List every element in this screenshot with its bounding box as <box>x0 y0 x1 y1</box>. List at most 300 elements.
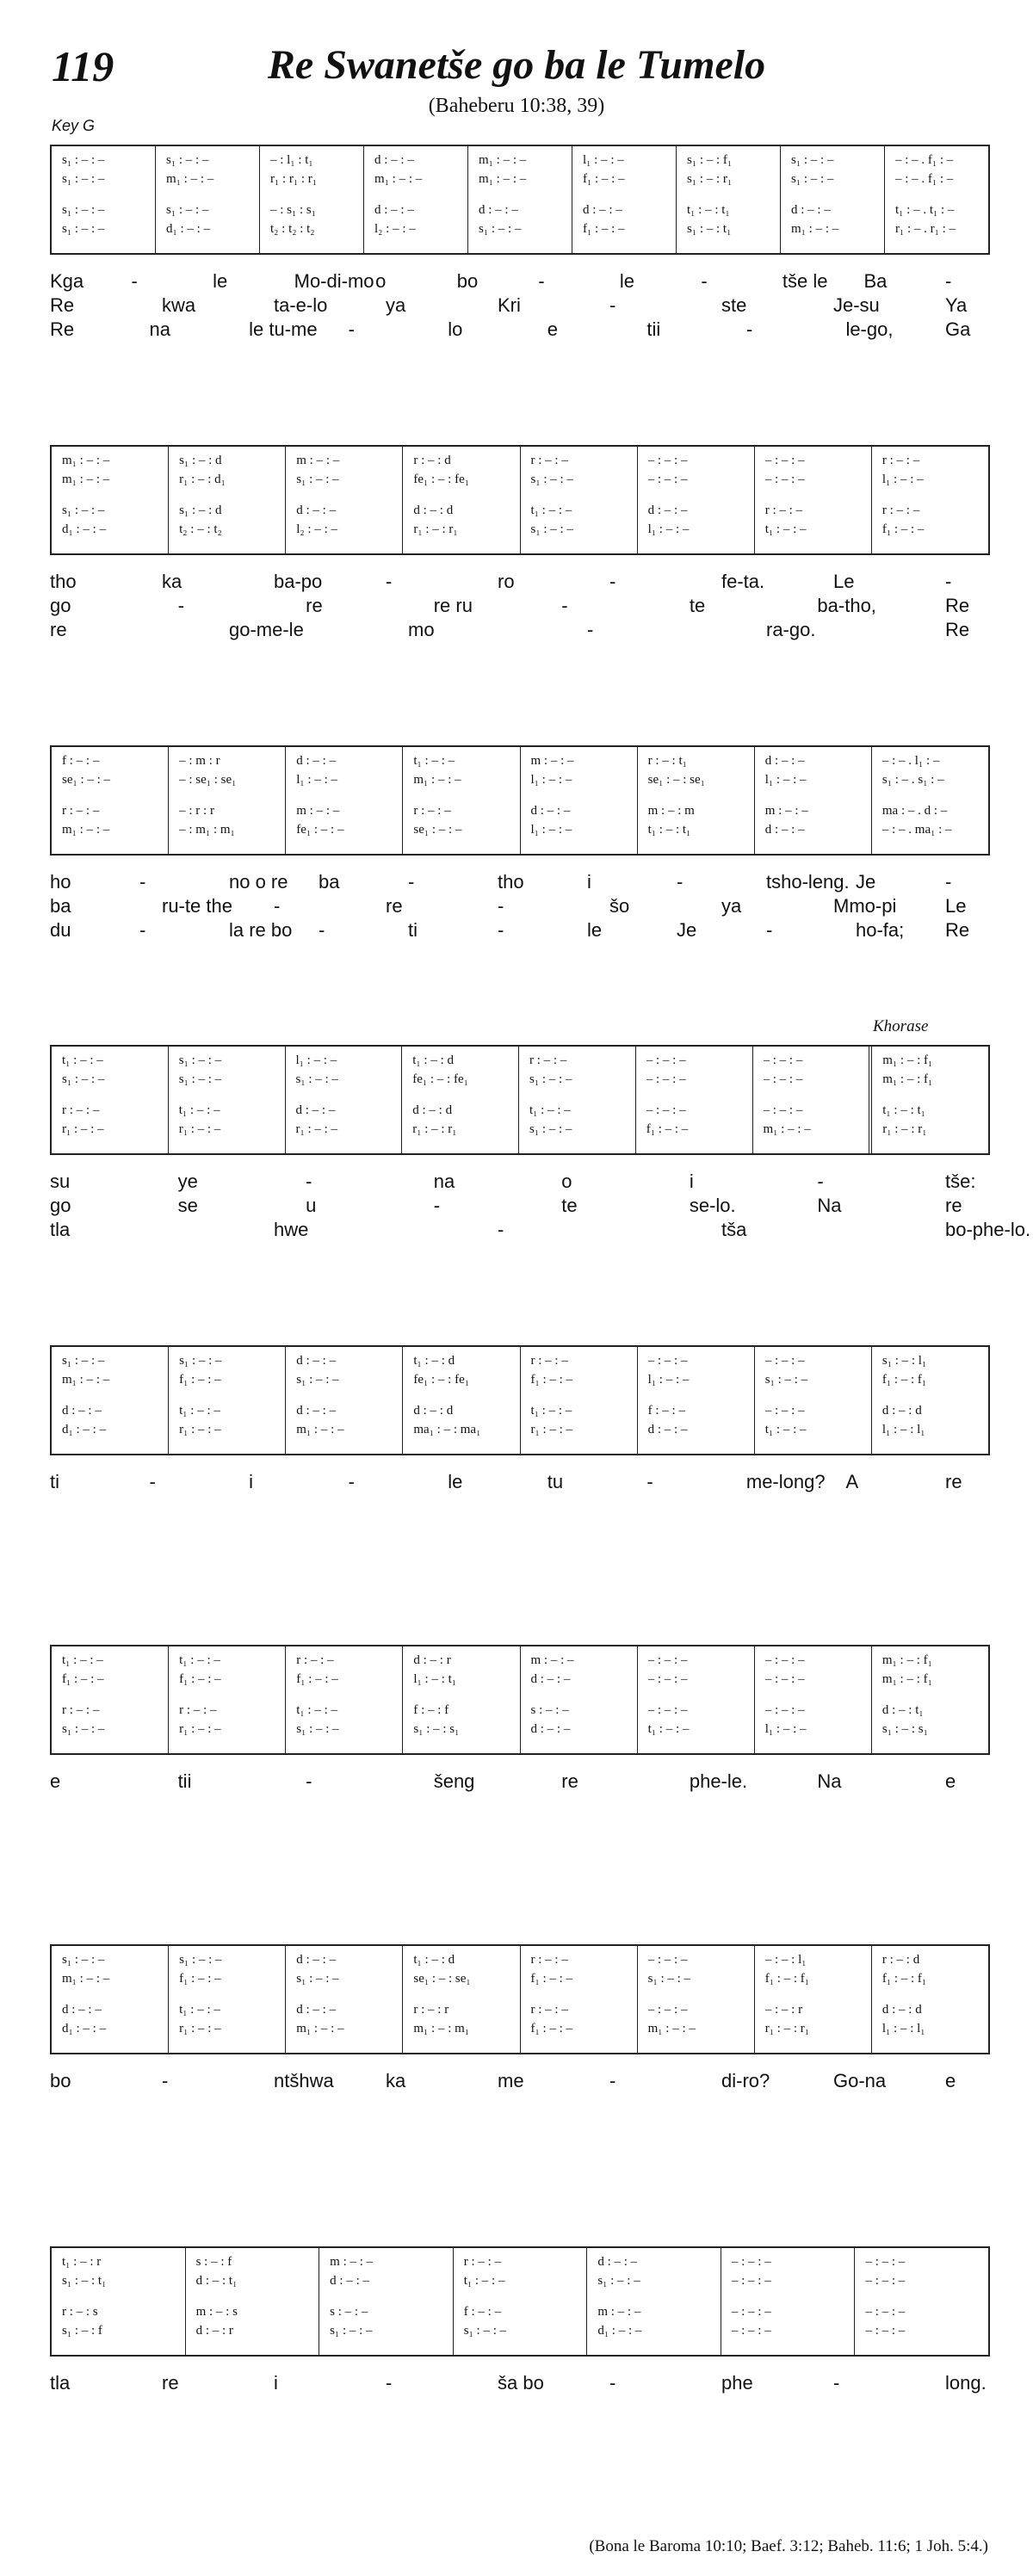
measure <box>521 1646 638 1753</box>
lyric-syllable: kwa <box>162 294 196 316</box>
voice-notation: – : – : – <box>763 1053 803 1067</box>
voice-notation: m₁ : – : – <box>296 1423 344 1436</box>
lyric-syllable: re ru <box>433 595 473 616</box>
voice-notation: d : – : – <box>296 503 337 517</box>
voice-notation: r : – : – <box>530 2003 568 2017</box>
voice-notation: f₁ : – : – <box>296 1672 338 1686</box>
voice-notation: m₁ : – : f₁ <box>882 1072 933 1086</box>
lyrics-block <box>50 2372 990 2396</box>
measure <box>403 447 520 553</box>
lyric-syllable: lo <box>448 318 463 340</box>
lyric-syllable: Re <box>50 318 75 340</box>
measure <box>755 747 872 854</box>
measure <box>52 146 156 253</box>
voice-notation: r₁ : – : – <box>179 2022 221 2035</box>
voice-notation: d : – : d <box>412 1103 453 1117</box>
lyric-syllable: bo <box>456 270 479 292</box>
measure <box>638 1946 755 2053</box>
measure <box>403 747 520 854</box>
voice-notation: m₁ : – : – <box>62 823 110 837</box>
voice-notation: t₁ : – : – <box>179 1653 220 1667</box>
measure <box>638 747 755 854</box>
voice-notation: – : – : – <box>865 2274 906 2288</box>
measure <box>52 447 169 553</box>
lyric-syllable: - <box>745 318 753 340</box>
voice-notation: m : – : – <box>597 2305 641 2319</box>
measure <box>169 1047 286 1153</box>
lyric-line <box>50 1171 990 1195</box>
lyric-syllable: na <box>433 1171 455 1192</box>
voice-notation: m₁ : – : – <box>296 2022 344 2035</box>
lyric-syllable: no o re <box>229 871 288 893</box>
voice-notation: t₁ : – : – <box>764 522 807 536</box>
voice-notation: – : – : – <box>764 1354 805 1368</box>
lyric-syllable: Ga <box>945 318 971 340</box>
lyric-syllable: du <box>50 919 71 941</box>
lyric-syllable: ra-go. <box>766 619 816 640</box>
lyric-syllable: ba-tho, <box>817 595 876 616</box>
measure <box>468 146 572 253</box>
lyric-syllable: šeng <box>433 1770 475 1792</box>
voice-notation: d : – : – <box>530 804 571 818</box>
voice-notation: m₁ : – : – <box>647 2022 696 2035</box>
voice-notation: fe₁ : – : fe₁ <box>413 473 469 486</box>
lyric-line <box>50 2372 990 2396</box>
voice-notation: fe₁ : – : fe₁ <box>412 1072 468 1086</box>
lyric-syllable: ka <box>162 571 182 592</box>
voice-notation: r₁ : – : d₁ <box>179 473 226 486</box>
voice-notation: – : – . f₁ : – <box>895 172 954 186</box>
measure <box>286 1946 403 2053</box>
voice-notation: s₁ : – : – <box>178 1053 222 1067</box>
lyric-syllable: ho <box>50 871 71 893</box>
lyric-syllable: long. <box>945 2372 987 2394</box>
measure <box>872 1047 988 1153</box>
lyric-syllable: le-go, <box>845 318 894 340</box>
measure <box>52 2248 186 2355</box>
voice-notation: s₁ : – : – <box>296 1373 339 1387</box>
voice-notation: d : – : t₁ <box>881 1703 924 1717</box>
voice-notation: f₁ : – : – <box>530 1972 573 1986</box>
voice-notation: – : – : – <box>647 1653 688 1667</box>
measure <box>521 447 638 553</box>
voice-notation: d₁ : – : – <box>597 2324 642 2338</box>
measure <box>403 1946 520 2053</box>
voice-notation: l₂ : – : – <box>296 522 337 536</box>
lyric-syllable: ba <box>50 895 71 917</box>
voice-notation: s₁ : – : – <box>530 522 573 536</box>
voice-notation: r : – : – <box>530 1354 568 1368</box>
voice-notation: f₁ : – : – <box>530 1373 573 1387</box>
voice-notation: l₁ : – : – <box>530 823 572 837</box>
voice-notation: d : – : – <box>647 1423 688 1436</box>
measure <box>402 1047 519 1153</box>
voice-notation: m₁ : – : f₁ <box>881 1653 932 1667</box>
lyric-syllable: o <box>375 270 387 292</box>
voice-notation: – : – . f₁ : – <box>895 153 954 167</box>
lyric-syllable: re <box>50 619 67 640</box>
voice-notation: d : – : – <box>62 2003 102 2017</box>
lyric-syllable: ntšhwa <box>274 2070 334 2091</box>
voice-notation: – : m : r <box>179 754 220 768</box>
lyric-syllable: - <box>498 1219 504 1240</box>
voice-notation: d : – : – <box>296 1404 337 1418</box>
music-system <box>50 1345 990 1455</box>
lyric-syllable: tu <box>547 1471 564 1492</box>
voice-notation: s₁ : – : t₁ <box>62 2274 107 2288</box>
voice-notation: d : – : d <box>413 503 454 517</box>
voice-notation: – : – : – <box>764 454 805 467</box>
lyric-line <box>50 1219 1031 1243</box>
voice-notation: s₁ : – : – <box>62 203 105 217</box>
voice-notation: se₁ : – : se₁ <box>413 1972 471 1986</box>
voice-notation: l₁ : – : – <box>647 1373 690 1387</box>
voice-notation: s₁ : – : s₁ <box>413 1722 460 1736</box>
measure <box>638 1347 755 1454</box>
voice-notation: – : m₁ : m₁ <box>179 823 235 837</box>
voice-notation: d₁ : – : – <box>62 522 107 536</box>
voice-notation: r : – : – <box>764 503 803 517</box>
voice-notation: s₁ : – : – <box>62 222 105 236</box>
lyric-line <box>50 2070 990 2094</box>
measure <box>286 1347 403 1454</box>
measure <box>521 1946 638 2053</box>
lyric-line <box>50 1770 990 1795</box>
voice-notation: s₁ : – : – <box>296 1722 339 1736</box>
voice-notation: s₁ : – : l₁ <box>881 1354 927 1368</box>
voice-notation: l₁ : – : – <box>647 522 690 536</box>
lyric-syllable: go <box>50 1195 71 1216</box>
measure <box>855 2248 988 2355</box>
voice-notation: f₁ : – : – <box>179 1373 221 1387</box>
voice-notation: m₁ : – : f₁ <box>881 1672 932 1686</box>
lyric-syllable: i <box>689 1171 694 1192</box>
voice-notation: m₁ : – : – <box>374 172 423 186</box>
lyric-syllable: ta-e-lo <box>274 294 328 316</box>
voice-notation: t₁ : – : – <box>296 1703 337 1717</box>
measure <box>677 146 781 253</box>
voice-notation: ma : – . d : – <box>881 804 948 818</box>
voice-notation: s : – : f <box>195 2255 232 2269</box>
voice-notation: s₁ : – : – <box>479 222 522 236</box>
voice-notation: r₁ : – : r₁ <box>764 2022 810 2035</box>
voice-notation: m₁ : – : f₁ <box>882 1053 933 1067</box>
voice-notation: f₁ : – : f₁ <box>881 1373 927 1387</box>
voice-notation: f₁ : – : – <box>179 1972 221 1986</box>
measure <box>753 1047 873 1153</box>
voice-notation: – : – : – <box>865 2305 906 2319</box>
voice-notation: m₁ : – : – <box>166 172 214 186</box>
chorus-label: Khorase <box>873 1017 929 1035</box>
lyric-syllable: - <box>498 919 504 941</box>
voice-notation: d : – : – <box>764 823 805 837</box>
voice-notation: s₁ : – : – <box>62 1953 105 1967</box>
voice-notation: – : – : – <box>731 2255 771 2269</box>
measure <box>755 1347 872 1454</box>
voice-notation: r : – : s <box>62 2305 98 2319</box>
voice-notation: s₁ : – : – <box>791 153 834 167</box>
voice-notation: s₁ : – : – <box>62 1072 105 1086</box>
measure <box>186 2248 320 2355</box>
lyric-syllable: Je <box>677 919 697 941</box>
voice-notation: d₁ : – : – <box>166 222 211 236</box>
voice-notation: – : – : – <box>647 454 688 467</box>
lyric-syllable: - <box>306 1171 312 1192</box>
voice-notation: – : – : – <box>764 1703 805 1717</box>
lyric-syllable: Re <box>945 919 970 941</box>
lyric-syllable: - <box>139 871 146 893</box>
voice-notation: d : – : – <box>296 754 337 768</box>
voice-notation: t₁ : – : d <box>413 1953 455 1967</box>
voice-notation: – : – : – <box>764 1404 805 1418</box>
lyric-syllable: - <box>945 871 952 893</box>
voice-notation: s₁ : – : d <box>179 454 222 467</box>
measure <box>169 1646 286 1753</box>
lyrics-block <box>50 1471 990 1495</box>
lyric-syllable: u <box>306 1195 317 1216</box>
lyric-syllable: tše le <box>782 270 828 292</box>
lyric-line <box>50 1195 990 1219</box>
measure <box>755 1946 872 2053</box>
voice-notation: d : – : – <box>583 203 622 217</box>
voice-notation: – : – . l₁ : – <box>881 754 940 768</box>
lyric-syllable: ru-te the <box>162 895 232 917</box>
voice-notation: f₁ : – : f₁ <box>764 1972 810 1986</box>
lyric-line <box>50 871 990 895</box>
measure <box>169 447 286 553</box>
voice-notation: s₁ : – : s₁ <box>881 1722 928 1736</box>
voice-notation: t₁ : – . t₁ : – <box>895 203 955 217</box>
voice-notation: s₁ : – : – <box>597 2274 640 2288</box>
lyric-line <box>50 571 990 595</box>
measure <box>872 1946 988 2053</box>
voice-notation: t₁ : – : t₁ <box>882 1103 925 1117</box>
voice-notation: l₁ : – : – <box>530 773 572 787</box>
measure <box>872 747 988 854</box>
lyric-syllable: - <box>945 270 952 292</box>
lyric-line <box>50 595 990 619</box>
voice-notation: m₁ : – : – <box>413 773 461 787</box>
voice-notation: s₁ : – : – <box>330 2324 373 2338</box>
voice-notation: d : – : d <box>413 1404 454 1418</box>
voice-notation: – : – : – <box>647 1354 688 1368</box>
lyric-syllable: le <box>619 270 634 292</box>
lyric-syllable: - <box>609 2070 616 2091</box>
measure <box>885 146 988 253</box>
voice-notation: r : – : – <box>881 503 920 517</box>
voice-notation: s₁ : – : – <box>295 1072 338 1086</box>
voice-notation: d₁ : – : – <box>62 2022 107 2035</box>
lyric-syllable: ša bo <box>498 2372 544 2394</box>
voice-notation: f : – : – <box>647 1404 685 1418</box>
voice-notation: s₁ : – : – <box>529 1072 572 1086</box>
music-system <box>50 445 990 555</box>
lyric-syllable: - <box>319 919 325 941</box>
lyric-line <box>50 294 990 318</box>
voice-notation: r : – : – <box>62 1703 100 1717</box>
lyric-syllable: - <box>609 571 616 592</box>
voice-notation: s₁ : – : – <box>166 203 209 217</box>
lyric-syllable: - <box>131 270 138 292</box>
voice-notation: t₁ : – : – <box>62 1653 103 1667</box>
voice-notation: s₁ : – : – <box>62 503 105 517</box>
lyric-syllable: ti <box>50 1471 59 1492</box>
lyric-syllable: i <box>274 2372 278 2394</box>
measure <box>156 146 260 253</box>
voice-notation: – : s₁ : s₁ <box>270 203 316 217</box>
voice-notation: r₁ : – : r₁ <box>412 1122 457 1136</box>
lyric-line <box>50 270 990 294</box>
voice-notation: t₁ : – : – <box>62 1053 103 1067</box>
lyrics-block <box>50 1171 1031 1243</box>
hymn-title: Re Swanetše go ba le Tumelo <box>267 42 766 88</box>
music-system <box>50 1944 990 2054</box>
voice-notation: fe₁ : – : – <box>296 823 344 837</box>
voice-notation: d : – : – <box>62 1404 102 1418</box>
lyric-syllable: o <box>561 1171 572 1192</box>
voice-notation: d : – : r <box>195 2324 233 2338</box>
voice-notation: l₁ : – : l₁ <box>881 1423 925 1436</box>
voice-notation: – : – : – <box>764 1672 805 1686</box>
lyric-syllable: ste <box>721 294 747 316</box>
measure <box>286 1047 403 1153</box>
music-system <box>50 145 990 255</box>
lyric-syllable: - <box>833 2372 840 2394</box>
voice-notation: – : – : – <box>646 1103 686 1117</box>
lyric-syllable: ba-po <box>274 571 323 592</box>
voice-notation: r : – : t₁ <box>647 754 687 768</box>
measure <box>638 1646 755 1753</box>
voice-notation: – : – : – <box>763 1072 803 1086</box>
measure <box>721 2248 856 2355</box>
voice-notation: – : – : – <box>764 473 805 486</box>
voice-notation: f₁ : – : – <box>62 1672 104 1686</box>
voice-notation: l₁ : – : – <box>881 473 924 486</box>
lyric-syllable: - <box>561 595 568 616</box>
voice-notation: r : – : – <box>296 1653 334 1667</box>
lyrics-block <box>50 1770 990 1795</box>
voice-notation: d : – : – <box>296 2003 337 2017</box>
lyric-syllable: tla <box>50 2372 71 2394</box>
lyric-syllable: e <box>547 318 559 340</box>
lyric-syllable: Ya <box>945 294 968 316</box>
lyric-syllable: tii <box>177 1770 192 1792</box>
voice-notation: d₁ : – : – <box>62 1423 107 1436</box>
voice-notation: r₁ : – : – <box>179 1423 221 1436</box>
voice-notation: d : – : – <box>647 503 688 517</box>
measure <box>260 146 364 253</box>
lyric-syllable: mo <box>408 619 435 640</box>
voice-notation: t₂ : t₂ : t₂ <box>270 222 315 236</box>
voice-notation: s₁ : – : – <box>530 473 573 486</box>
lyric-syllable: - <box>609 2372 616 2394</box>
cross-references: (Bona le Baroma 10:10; Baef. 3:12; Baheb. 11:6; 1 Joh. 5:4.) <box>589 2537 988 2555</box>
voice-notation: r₁ : – : r₁ <box>882 1122 927 1136</box>
lyric-syllable: ka <box>386 2070 406 2091</box>
voice-notation: t₁ : – : – <box>179 2003 220 2017</box>
voice-notation: s₁ : – : – <box>179 1354 222 1368</box>
measure <box>872 1347 988 1454</box>
voice-notation: – : – : – <box>731 2324 771 2338</box>
voice-notation: d : – : d <box>881 1404 922 1418</box>
voice-notation: t₁ : – : – <box>178 1103 220 1117</box>
lyric-syllable: - <box>149 1471 156 1492</box>
voice-notation: s₁ : – : – <box>166 153 209 167</box>
music-system <box>50 745 990 856</box>
lyric-syllable: Re <box>945 619 970 640</box>
lyric-syllable: - <box>609 294 616 316</box>
hymn-number: 119 <box>52 42 114 90</box>
voice-notation: t₁ : – : – <box>647 1722 690 1736</box>
voice-notation: t₁ : – : – <box>463 2274 505 2288</box>
lyric-syllable: te <box>689 595 706 616</box>
voice-notation: – : – : r <box>764 2003 803 2017</box>
voice-notation: r : – : – <box>62 1103 100 1117</box>
voice-notation: t₁ : – : – <box>764 1423 807 1436</box>
lyric-syllable: phe <box>721 2372 753 2394</box>
voice-notation: t₁ : – : d <box>413 1354 455 1368</box>
voice-notation: f : – : – <box>463 2305 502 2319</box>
lyric-syllable: Na <box>817 1770 842 1792</box>
voice-notation: r₁ : – : – <box>179 1722 221 1736</box>
lyric-syllable: - <box>274 895 281 917</box>
voice-notation: s₁ : – : – <box>791 172 834 186</box>
lyric-syllable: - <box>817 1171 824 1192</box>
voice-notation: l₁ : – : – <box>583 153 624 167</box>
voice-notation: d : – : – <box>530 1722 571 1736</box>
voice-notation: d : – : – <box>374 203 414 217</box>
voice-notation: m₁ : – : – <box>791 222 839 236</box>
lyric-syllable: ya <box>721 895 742 917</box>
voice-notation: – : – : – <box>647 1672 688 1686</box>
voice-notation: s₁ : – : – <box>62 172 105 186</box>
voice-notation: – : – : – <box>865 2255 906 2269</box>
lyric-syllable: re <box>945 1471 962 1492</box>
lyric-syllable: ye <box>177 1171 198 1192</box>
lyric-syllable: tše: <box>945 1171 976 1192</box>
voice-notation: s : – : – <box>330 2305 368 2319</box>
lyric-syllable: - <box>538 270 545 292</box>
lyric-syllable: Kri <box>498 294 521 316</box>
measure <box>169 1347 286 1454</box>
lyric-syllable: su <box>50 1171 71 1192</box>
lyric-line <box>50 619 990 643</box>
voice-notation: fe₁ : – : fe₁ <box>413 1373 469 1387</box>
voice-notation: s₁ : – : – <box>463 2324 507 2338</box>
lyric-line <box>50 895 990 919</box>
lyric-syllable: - <box>139 919 146 941</box>
measure <box>755 1646 872 1753</box>
voice-notation: r : – : d <box>881 1953 920 1967</box>
lyric-syllable: te <box>561 1195 578 1216</box>
lyric-syllable: la re bo <box>229 919 293 941</box>
measure <box>872 1646 988 1753</box>
lyrics-block <box>50 871 990 943</box>
voice-notation: – : se₁ : se₁ <box>179 773 237 787</box>
voice-notation: f₁ : – : – <box>530 2022 573 2035</box>
voice-notation: m : – : s <box>195 2305 238 2319</box>
lyric-syllable: ti <box>408 919 418 941</box>
voice-notation: t₁ : – : t₁ <box>647 823 691 837</box>
voice-notation: s₁ : – : – <box>764 1373 808 1387</box>
measure <box>872 447 988 553</box>
voice-notation: – : l₁ : t₁ <box>270 153 313 167</box>
lyric-syllable: Le <box>833 571 855 592</box>
voice-notation: l₁ : – : – <box>764 773 807 787</box>
voice-notation: se₁ : – : – <box>62 773 111 787</box>
voice-notation: r₁ : – : – <box>530 1423 573 1436</box>
voice-notation: m : – : – <box>530 754 574 768</box>
